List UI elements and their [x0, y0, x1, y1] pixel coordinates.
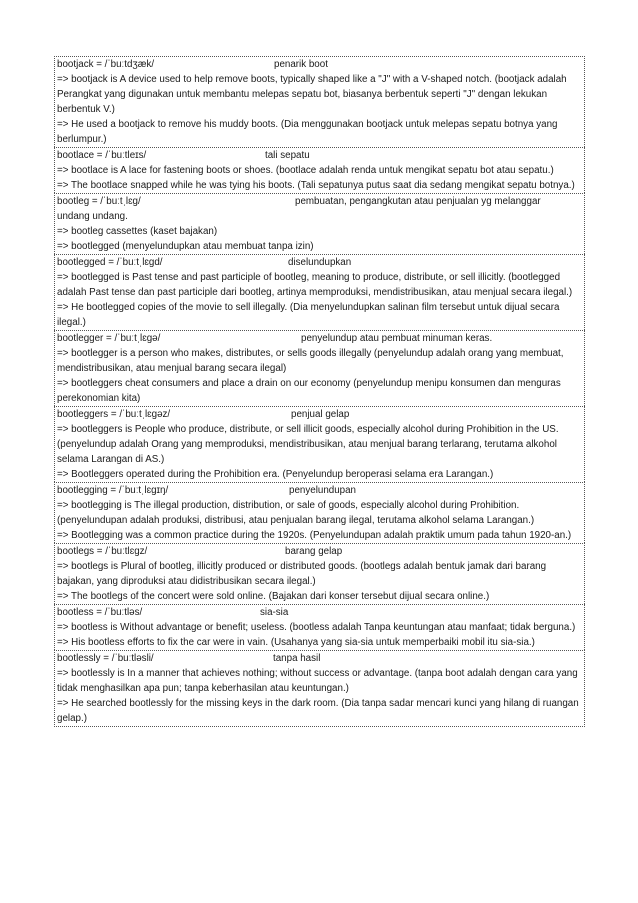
entry-headline — [57, 57, 582, 72]
example-line: => bootlegged (menyelundupkan atau membuat tanpa izin) — [57, 241, 314, 252]
headword: bootlegged = /ˈbuːtˌlɛɡd/ — [57, 257, 163, 268]
definition-line: => bootless is Without advantage or benefit; useless. (bootless adalah Tanpa keuntungan atau manfaat; tidak berguna.) — [57, 622, 576, 633]
entry-headline — [57, 605, 582, 620]
entry-bootleggers — [54, 406, 585, 482]
continuation-line: undang undang. — [57, 211, 128, 222]
example-line: => He searched bootlessly for the missing keys in the dark room. (Dia tanpa sadar mencari kunci yang hilang di ruangan gelap.) — [57, 698, 579, 724]
translation: barang gelap — [285, 546, 343, 557]
headword: bootlegger = /ˈbuːtˌlɛɡə/ — [57, 333, 161, 344]
headword: bootlegs = /ˈbuːtlɛɡz/ — [57, 546, 148, 557]
definition-line: => bootlegs is Plural of bootleg, illicitly produced or distributed goods. (bootlegs adalah bentuk jamak dari barang bajakan, yang diproduksi atau didistribusikan secara ilegal.) — [57, 561, 547, 587]
entry-bootleg — [54, 193, 585, 254]
translation: penyelundup atau pembuat minuman keras. — [301, 333, 493, 344]
entry-bootlessly — [54, 650, 585, 727]
entry-headline — [57, 194, 582, 209]
translation: tali sepatu — [265, 150, 310, 161]
headword: bootlessly = /ˈbuːtləsli/ — [57, 653, 154, 664]
headword: bootjack = /ˈbuːtdʒæk/ — [57, 59, 155, 70]
translation: penarik boot — [274, 59, 328, 70]
definition-line: => bootlace is A lace for fastening boots or shoes. (bootlace adalah renda untuk mengikat sepatu bot atau sepatu.) — [57, 165, 554, 176]
dictionary-page — [54, 56, 585, 727]
headword: bootless = /ˈbuːtləs/ — [57, 607, 143, 618]
headword: bootlegging = /ˈbuːtˌlɛɡɪŋ/ — [57, 485, 169, 496]
entry-bootlace — [54, 147, 585, 193]
example-line: => Bootleggers operated during the Prohibition era. (Penyelundup beroperasi selama era Larangan.) — [57, 469, 494, 480]
definition-line: => bootlegging is The illegal production, distribution, or sale of goods, especially alcohol during Prohibition. (penyelundupan adalah produksi, distribusi, atau penjualan barang ilegal, terutama alkohol selama Larangan.) — [57, 500, 535, 526]
example-line: => He used a bootjack to remove his muddy boots. (Dia menggunakan bootjack untuk melepas sepatu botnya yang berlumpur.) — [57, 119, 558, 145]
definition-line: => bootlessly is In a manner that achieves nothing; without success or advantage. (tanpa boot adalah dengan cara yang tidak menghasilkan apa pun; tanpa keberhasilan atau keuntungan.) — [57, 668, 578, 694]
entry-bootjack — [54, 56, 585, 147]
entry-headline — [57, 255, 582, 270]
entry-bootlegger — [54, 330, 585, 406]
example-line: => bootleg cassettes (kaset bajakan) — [57, 226, 218, 237]
translation: tanpa hasil — [273, 653, 321, 664]
example-line: => bootleggers cheat consumers and place a drain on our economy (penyelundup menipu konsumen dan menguras perekonomian kita) — [57, 378, 561, 404]
example-line: => The bootlegs of the concert were sold online. (Bajakan dari konser tersebut dijual secara online.) — [57, 591, 490, 602]
entry-headline — [57, 407, 582, 422]
entry-headline — [57, 544, 582, 559]
headword: bootleggers = /ˈbuːtˌlɛɡəz/ — [57, 409, 171, 420]
entry-bootlegs — [54, 543, 585, 604]
definition-line: => bootlegger is a person who makes, distributes, or sells goods illegally (penyelundup adalah orang yang membuat, mendistribusikan, atau menjual barang secara ilegal) — [57, 348, 564, 374]
entry-headline — [57, 483, 582, 498]
entry-bootlegging — [54, 482, 585, 543]
translation: penyelundupan — [289, 485, 357, 496]
translation: penjual gelap — [291, 409, 350, 420]
translation: diselundupkan — [288, 257, 352, 268]
example-line: => Bootlegging was a common practice during the 1920s. (Penyelundupan adalah praktik umum pada tahun 1920-an.) — [57, 530, 572, 541]
definition-line: => bootlegged is Past tense and past participle of bootleg, meaning to produce, distribute, or sell illicitly. (bootlegged adalah Past tense dan past participle dari bootleg, artinya memproduksi, mendistribusikan, atau menjual secara ilegal.) — [57, 272, 573, 298]
translation: sia-sia — [260, 607, 289, 618]
entry-bootlegged — [54, 254, 585, 330]
headword: bootleg = /ˈbuːtˌlɛɡ/ — [57, 196, 141, 207]
example-line: => He bootlegged copies of the movie to sell illegally. (Dia menyelundupkan salinan film tersebut untuk dijual secara ilegal.) — [57, 302, 560, 328]
entry-bootless — [54, 604, 585, 650]
definition-line: => bootjack is A device used to help remove boots, typically shaped like a "J" with a V-shaped notch. (bootjack adalah Perangkat yang digunakan untuk membantu melepas sepatu bot, biasanya berbentuk seperti "J" dengan lekukan berbentuk V.) — [57, 74, 567, 115]
definition-line: => bootleggers is People who produce, distribute, or sell illicit goods, especially alcohol during Prohibition in the US. (penyelundup adalah Orang yang memproduksi, mendistribusikan, atau menjual barang terlarang, terutama alkohol selama Larangan di AS.) — [57, 424, 559, 465]
entry-headline — [57, 331, 582, 346]
headword: bootlace = /ˈbuːtleɪs/ — [57, 150, 147, 161]
example-line: => His bootless efforts to fix the car were in vain. (Usahanya yang sia-sia untuk memperbaiki mobil itu sia-sia.) — [57, 637, 535, 648]
translation: pembuatan, pengangkutan atau penjualan yg melanggar — [295, 196, 541, 207]
entry-headline — [57, 651, 582, 666]
entry-headline — [57, 148, 582, 163]
example-line: => The bootlace snapped while he was tying his boots. (Tali sepatunya putus saat dia sedang mengikat sepatu botnya.) — [57, 180, 575, 191]
